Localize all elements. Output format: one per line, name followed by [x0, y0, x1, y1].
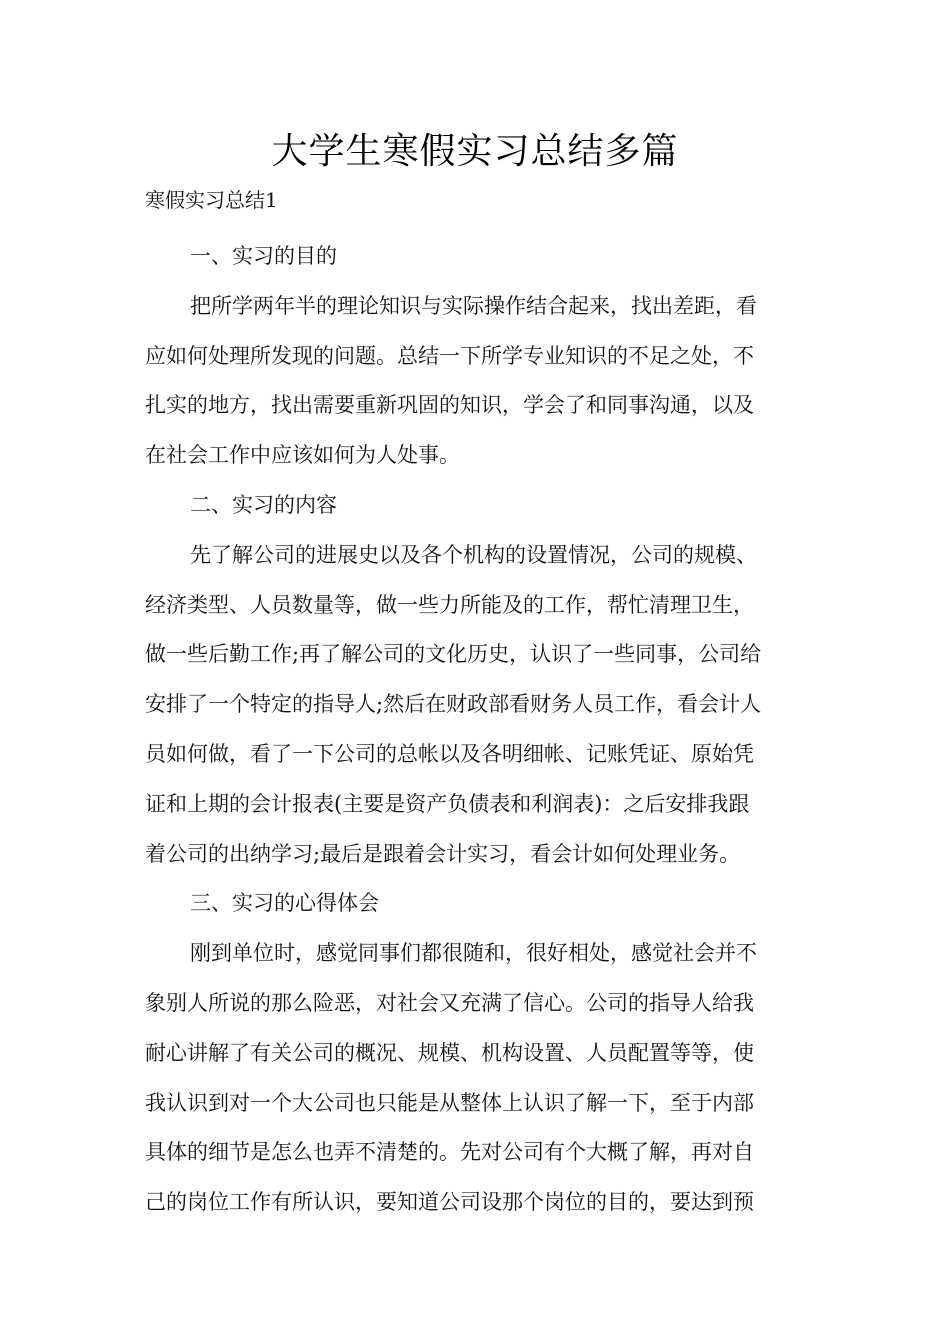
text-line: 应如何处理所发现的问题。总结一下所学专业知识的不足之处，不 [145, 343, 754, 368]
text-line: 经济类型、人员数量等，做一些力所能及的工作，帮忙清理卫生， [145, 592, 754, 617]
text-line: 己的岗位工作有所认识，要知道公司设那个岗位的目的，要达到预 [145, 1190, 754, 1215]
text-line: 象别人所说的那么险恶，对社会又充满了信心。公司的指导人给我 [145, 990, 754, 1015]
text-line: 做一些后勤工作;再了解公司的文化历史，认识了一些同事，公司给 [145, 642, 762, 667]
text-line: 把所学两年半的理论知识与实际操作结合起来，找出差距，看 [190, 293, 757, 318]
document-body [145, 232, 807, 1228]
text-line: 三、实习的心得体会 [190, 891, 379, 916]
text-line: 着公司的出纳学习;最后是跟着会计实习，看会计如何处理业务。 [145, 841, 741, 866]
text-line: 刚到单位时，感觉同事们都很随和，很好相处，感觉社会并不 [190, 941, 757, 966]
section-title: 寒假实习总结1 [145, 188, 278, 212]
text-line: 耐心讲解了有关公司的概况、规模、机构设置、人员配置等等，使 [145, 1040, 754, 1065]
text-line: 在社会工作中应该如何为人处事。 [145, 443, 460, 468]
text-line: 二、实习的内容 [190, 492, 337, 517]
text-line: 扎实的地方，找出需要重新巩固的知识，学会了和同事沟通，以及 [145, 393, 754, 418]
text-line: 证和上期的会计报表(主要是资产负债表和利润表)：之后安排我跟 [145, 791, 750, 816]
text-line: 我认识到对一个大公司也只能是从整体上认识了解一下，至于内部 [145, 1090, 754, 1115]
text-line: 一、实习的目的 [190, 244, 337, 268]
document-title: 大学生寒假实习总结多篇 [271, 131, 679, 172]
text-line: 先了解公司的进展史以及各个机构的设置情况，公司的规模、 [190, 542, 757, 567]
text-line: 员如何做，看了一下公司的总帐以及各明细帐、记账凭证、原始凭 [145, 741, 754, 766]
text-line: 安排了一个特定的指导人;然后在财政部看财务人员工作，看会计人 [145, 692, 762, 717]
text-line: 具体的细节是怎么也弄不清楚的。先对公司有个大概了解，再对自 [145, 1140, 754, 1165]
